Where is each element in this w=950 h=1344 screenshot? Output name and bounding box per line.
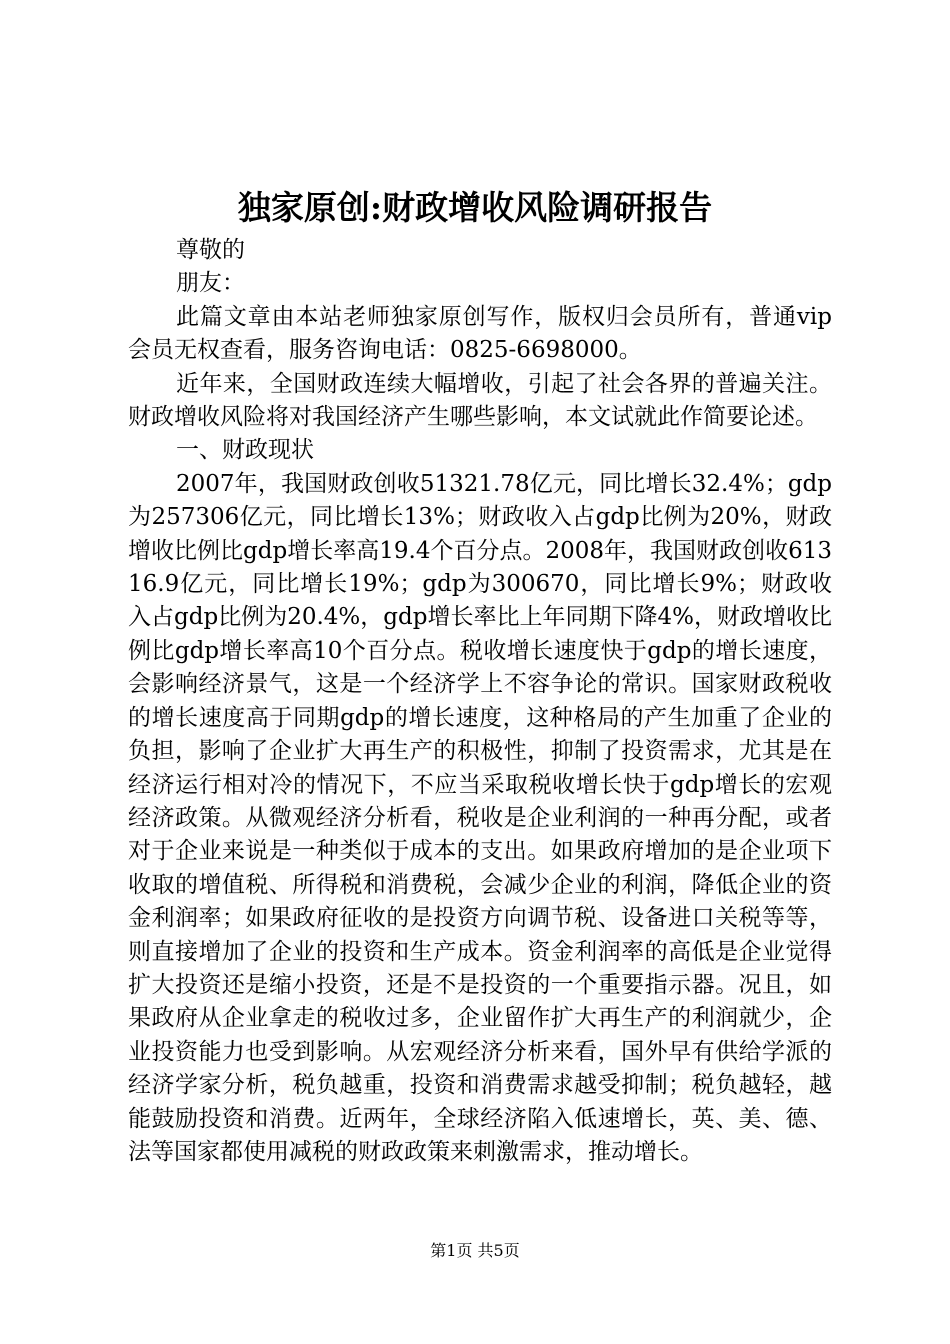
intro-paragraph: 近年来，全国财政连续大幅增收，引起了社会各界的普遍关注。财政增收风险将对我国经济产生哪些影响，本文试就此作简要论述。 bbox=[128, 370, 832, 431]
salutation-line-1: 尊敬的 bbox=[176, 237, 245, 263]
section-heading: 一、财政现状 bbox=[176, 437, 314, 464]
document-body bbox=[128, 234, 832, 1169]
copyright-notice-paragraph: 此篇文章由本站老师独家原创写作，版权归会员所有，普通vip会员无权查看，服务咨询电话：0825-6698000。 bbox=[128, 303, 832, 364]
body-paragraph: 2007年，我国财政创收51321.78亿元，同比增长32.4%；gdp为257306亿元，同比增长13%；财政收入占gdp比例为20%，财政增收比例比gdp增长率高19.4个百分点。2008年，我国财政创收61316.9亿元，同比增长19%；gdp为300670，同比增长9%；财政收入占gdp比例为20.4%，gdp增长率比上年同期下降4%，财政增收比例比gdp增长率高10个百分点。税收增长速度快于gdp的增长速度，会影响经济景气，这是一个经济学上不容争论的常识。国家财政税收的增长速度高于同期gdp的增长速度，这种格局的产生加重了企业的负担，影响了企业扩大再生产的积极性，抑制了投资需求，尤其是在经济运行相对冷的情况下，不应当采取税收增长快于gdp增长的宏观经济政策。从微观经济分析看，税收是企业利润的一种再分配，或者对于企业来说是一种类似于成本的支出。如果政府增加的是企业项下收取的增值税、所得税和消费税，会减少企业的利润，降低企业的资金利润率；如果政府征收的是投资方向调节税、设备进口关税等等，则直接增加了企业的投资和生产成本。资金利润率的高低是企业觉得扩大投资还是缩小投资，还是不是投资的一个重要指示器。况且，如果政府从企业拿走的税收过多，企业留作扩大再生产的利润就少，企业投资能力也受到影响。从宏观经济分析来看，国外早有供给学派的经济学家分析，税负越重，投资和消费需求越受抑制；税负越轻，越能鼓励投资和消费。近两年，全球经济陷入低速增长，英、美、德、法等国家都使用减税的财政政策来刺激需求，推动增长。 bbox=[128, 470, 832, 1165]
document-title: 独家原创:财政增收风险调研报告 bbox=[237, 188, 713, 227]
page-footer: 第1页 共5页 bbox=[430, 1241, 520, 1260]
salutation-line-2: 朋友： bbox=[176, 270, 245, 297]
